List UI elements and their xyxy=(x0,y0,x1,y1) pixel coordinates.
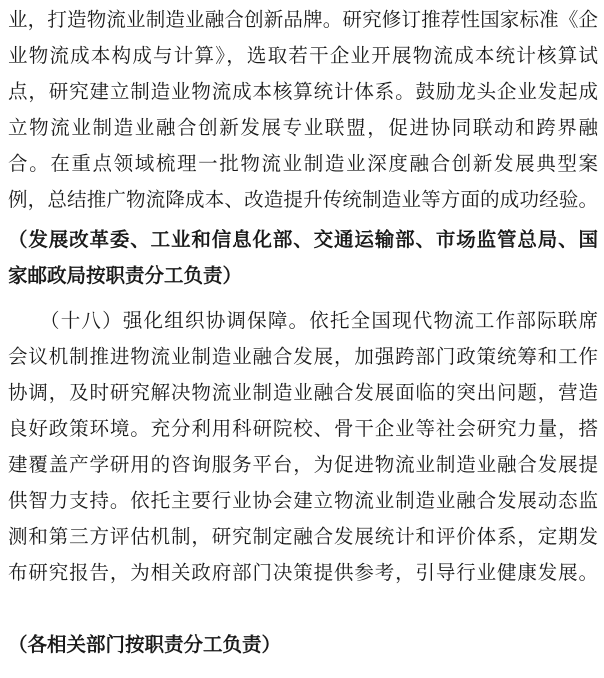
text-line-1: 业，打造物流业制造业融合创新品牌。研究修订推荐性国家标准《企 xyxy=(8,8,598,31)
text-line-12: 良好政策环境。充分利用科研院校、骨干企业等社会研究力量，搭 xyxy=(8,417,598,440)
text-line-14: 供智力支持。依托主要行业协会建立物流业制造业融合发展动态监 xyxy=(8,489,598,512)
text-line-15: 测和第三方评估机制，研究制定融合发展统计和评价体系，定期发 xyxy=(8,525,598,548)
responsibility-note-2: （各相关部门按职责分工负责） xyxy=(8,633,282,656)
text-line-3: 点，研究建立制造业物流成本核算统计体系。鼓励龙头企业发起成 xyxy=(8,80,598,103)
text-line-6: 例，总结推广物流降成本、改造提升传统制造业等方面的成功经验。 xyxy=(8,188,598,211)
section-18-heading-line: （十八）强化组织协调保障。依托全国现代物流工作部际联席 xyxy=(40,309,598,332)
responsibility-note-1-line-2: 家邮政局按职责分工负责） xyxy=(8,264,243,287)
text-line-10: 会议机制推进物流业制造业融合发展，加强跨部门政策统筹和工作 xyxy=(8,345,598,368)
text-line-4: 立物流业制造业融合创新发展专业联盟，促进协同联动和跨界融 xyxy=(8,116,598,139)
text-line-2: 业物流成本构成与计算》，选取若干企业开展物流成本统计核算试 xyxy=(8,44,598,67)
text-line-13: 建覆盖产学研用的咨询服务平台，为促进物流业制造业融合发展提 xyxy=(8,453,598,476)
text-line-5: 合。在重点领域梳理一批物流业制造业深度融合创新发展典型案 xyxy=(8,152,598,175)
text-line-11: 协调，及时研究解决物流业制造业融合发展面临的突出问题，营造 xyxy=(8,381,598,404)
text-line-16: 布研究报告，为相关政府部门决策提供参考，引导行业健康发展。 xyxy=(8,561,598,584)
responsibility-note-1-line-1: （发展改革委、工业和信息化部、交通运输部、市场监管总局、国 xyxy=(8,228,598,251)
